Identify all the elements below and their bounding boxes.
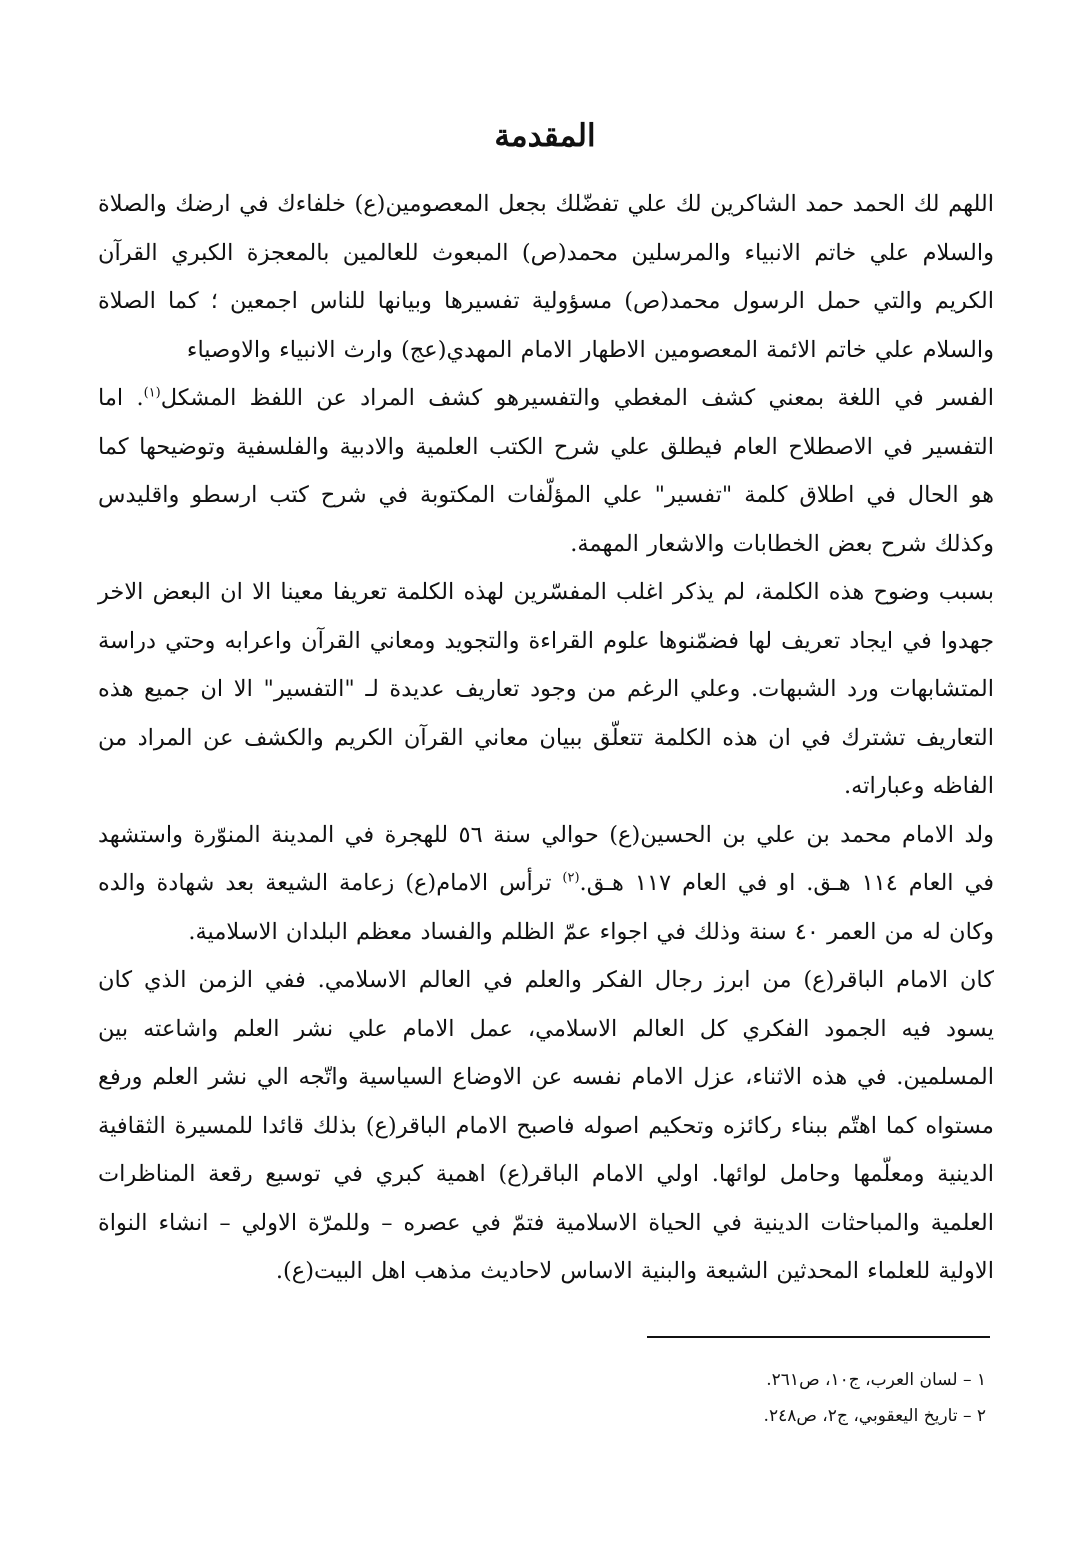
footnote-marker: (١) <box>143 385 161 401</box>
paragraph-text: ولد الامام محمد بن علي بن الحسين(ع) حوالي سنة ٥٦ للهجرة في المدينة المنوّرة واستشهد في العام ١١٤ هـق. او في العام ١١٧ هـق. <box>98 821 994 896</box>
paragraph-opening-prayer: اللهم لك الحمد حمد الشاكرين لك علي تفضّلك بجعل المعصومين(ع) خلفاءك في ارضك والصلاة والسلام علي خاتم الانبياء والمرسلين محمد(ص) المبعوث للعالمين بالمعجزة الكبري القرآن الكريم والتي حمل الرسول محمد(ص) مسؤولية تفسيرها وبيانها للناس اجمعين ؛ كما الصلاة والسلام علي خاتم الائمة المعصومين الاطهار الامام المهدي(عج) وارث الانبياء والاوصياء <box>98 191 994 363</box>
footnote-item: ٢ – تاريخ اليعقوبي، ج٢، ص٢٤٨. <box>763 1406 986 1426</box>
footnote-item: ١ – لسان العرب، ج١٠، ص٢٦١. <box>766 1370 986 1390</box>
page-title: المقدمة <box>494 118 596 154</box>
paragraph-imam-baqir: كان الامام الباقر(ع) من ابرز رجال الفكر والعلم في العالم الاسلامي. ففي الزمن الذي كان يسود فيه الجمود الفكري كل العالم الاسلامي، عمل الامام علي نشر العلم واشاعته بين المسلمين. في هذه الاثناء، عزل الامام نفسه عن الاوضاع السياسية واتّجه الي نشر العلم ورفع مستواه كما اهتّم ببناء ركائزه وتحكيم اصوله فاصبح الامام الباقر(ع) بذلك قائدا للمسيرة الثقافية الدينية ومعلّمها وحامل لوائها. اولي الامام الباقر(ع) اهمية كبري في توسيع رقعة المناظرات العلمية والمباحثات الدينية في الحياة الاسلامية فتمّ في عصره – وللمرّة الاولي – انشاء النواة الاولية للعلماء المحدثين الشيعة والبنية الاساس لاحاديث مذهب اهل البيت(ع). <box>98 967 994 1284</box>
body-text <box>98 180 994 1296</box>
paragraph-text: ترأس الامام(ع) زعامة الشيعة بعد شهادة والده وكان له من العمر ٤٠ سنة وذلك في اجواء عمّ الظلم والفساد معظم البلدان الاسلامية. <box>98 870 994 945</box>
paragraph-tafsir-scholars: بسبب وضوح هذه الكلمة، لم يذكر اغلب المفسّرين لهذه الكلمة تعريفا معينا الا ان البعض الاخر جهدوا في ايجاد تعريف لها فضمّنوها علوم القراءة والتجويد ومعاني القرآن واعرابه وحتي دراسة المتشابهات ورد الشبهات. وعلي الرغم من وجود تعاريف عديدة لـ "التفسير" الا ان جميع هذه التعاريف تشترك في ان هذه الكلمة تتعلّق ببيان معاني القرآن الكريم والكشف عن المراد من الفاظه وعباراته. <box>98 579 994 799</box>
footnotes <box>486 1362 986 1434</box>
paragraph-text: . اما التفسير في الاصطلاح العام فيطلق علي شرح الكتب العلمية والادبية والفلسفية وتوضيحها كما هو الحال في اطلاق كلمة "تفسير" علي المؤلّفات المكتوبة في شرح كتب ارسطو واقليدس وكذلك شرح بعض الخطابات والاشعار المهمة. <box>98 385 994 557</box>
footnote-divider <box>647 1336 990 1338</box>
paragraph-tafsir-definition <box>98 374 994 568</box>
footnote-marker: (٢) <box>562 870 580 886</box>
paragraph-text: الفسر في اللغة بمعني كشف المغطي والتفسيرهو كشف المراد عن اللفظ المشكل <box>160 385 994 411</box>
paragraph-imam-birth <box>98 811 994 957</box>
